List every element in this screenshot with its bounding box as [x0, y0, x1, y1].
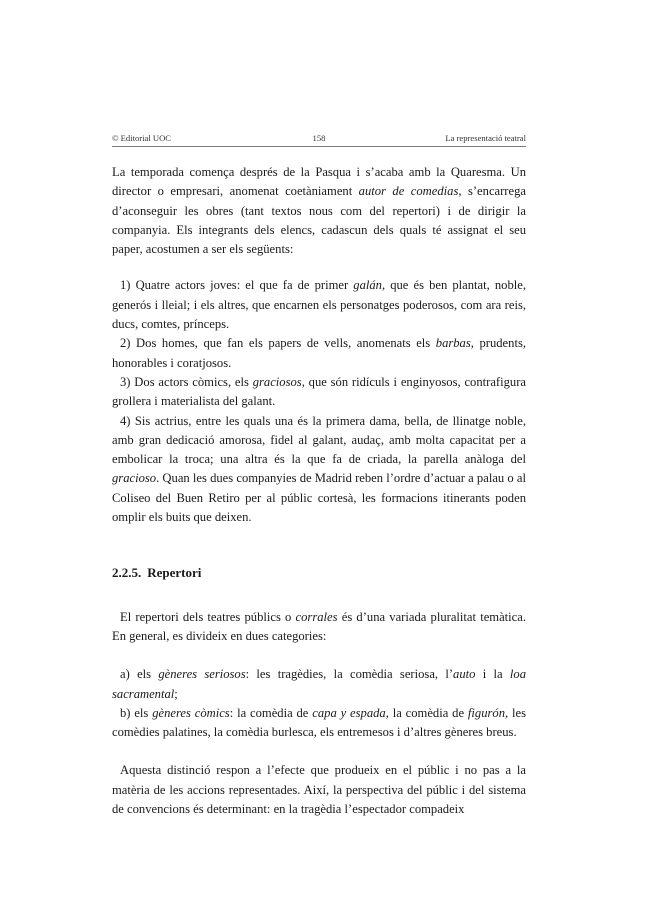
list-item: b) els gèneres còmics: la comèdia de capa y espada, la comèdia de figurón, les comèdies palatines, la comèdia burlesca, els entremesos i d’altres gèneres breus. [112, 705, 526, 740]
publisher-label: © Editorial UOC [112, 133, 172, 143]
section-title: Repertori [147, 565, 202, 581]
closing-paragraph: Aquesta distinció respon a l’efecte que produeix en el públic i no pas a la matèria de les accions representades. Així, la perspectiva del públic i del sistema de convencions és determinant: en la tragèdia l’espectador compadeix [112, 763, 526, 817]
chapter-title: La representació teatral [445, 133, 526, 143]
section-number: 2.2.5. [112, 565, 142, 581]
page-body [112, 163, 526, 819]
genres-list [112, 665, 526, 742]
list-item: a) els gèneres seriosos: les tragèdies, la comèdia seriosa, l’auto i la loa sacramental; [112, 667, 526, 701]
page-number: 158 [312, 133, 326, 143]
section-heading [112, 563, 526, 582]
list-item: 2) Dos homes, que fan els papers de vells, anomenats els barbas, prudents, honorables i coratjosos. [112, 336, 526, 370]
list-item: 3) Dos actors còmics, els graciosos, que són ridículs i enginyosos, contrafigura grollera i materialista del galant. [112, 374, 526, 409]
list-item: 4) Sis actrius, entre les quals una és la primera dama, bella, de llinatge noble, amb gran dedicació amorosa, fidel al galant, audaç, amb molta capacitat per a embolicar la troca; una altra és la que fa de criada, la parella anàloga del gracioso. Quan les dues companyies de Madrid reben l’ordre d’actuar a palau o al Coliseo del Buen Retiro per al públic cortesà, les formacions itinerants poden omplir els buits que deixen. [112, 413, 526, 525]
intro-paragraph: La temporada comença després de la Pasqua i s’acaba amb la Quaresma. Un director o empresari, anomenat coetàniament autor de comedias, s’encarrega d’aconseguir les obres (tant textos nous com del repertori) i de dirigir la companyia. Els integrants dels elencs, cadascun dels quals té assignat el seu paper, acostumen a ser els següents: [112, 165, 526, 257]
list-item: 1) Quatre actors joves: el que fa de primer galán, que és ben plantat, noble, generós i lleial; i els altres, que encarnen els personatges poderosos, com ara reis, ducs, comtes, prínceps. [112, 278, 526, 332]
running-header [112, 133, 526, 147]
actors-list [112, 276, 526, 527]
repertori-paragraph: El repertori dels teatres públics o corrales és d’una variada pluralitat temàtica. En general, es divideix en dues categories: [112, 609, 526, 643]
